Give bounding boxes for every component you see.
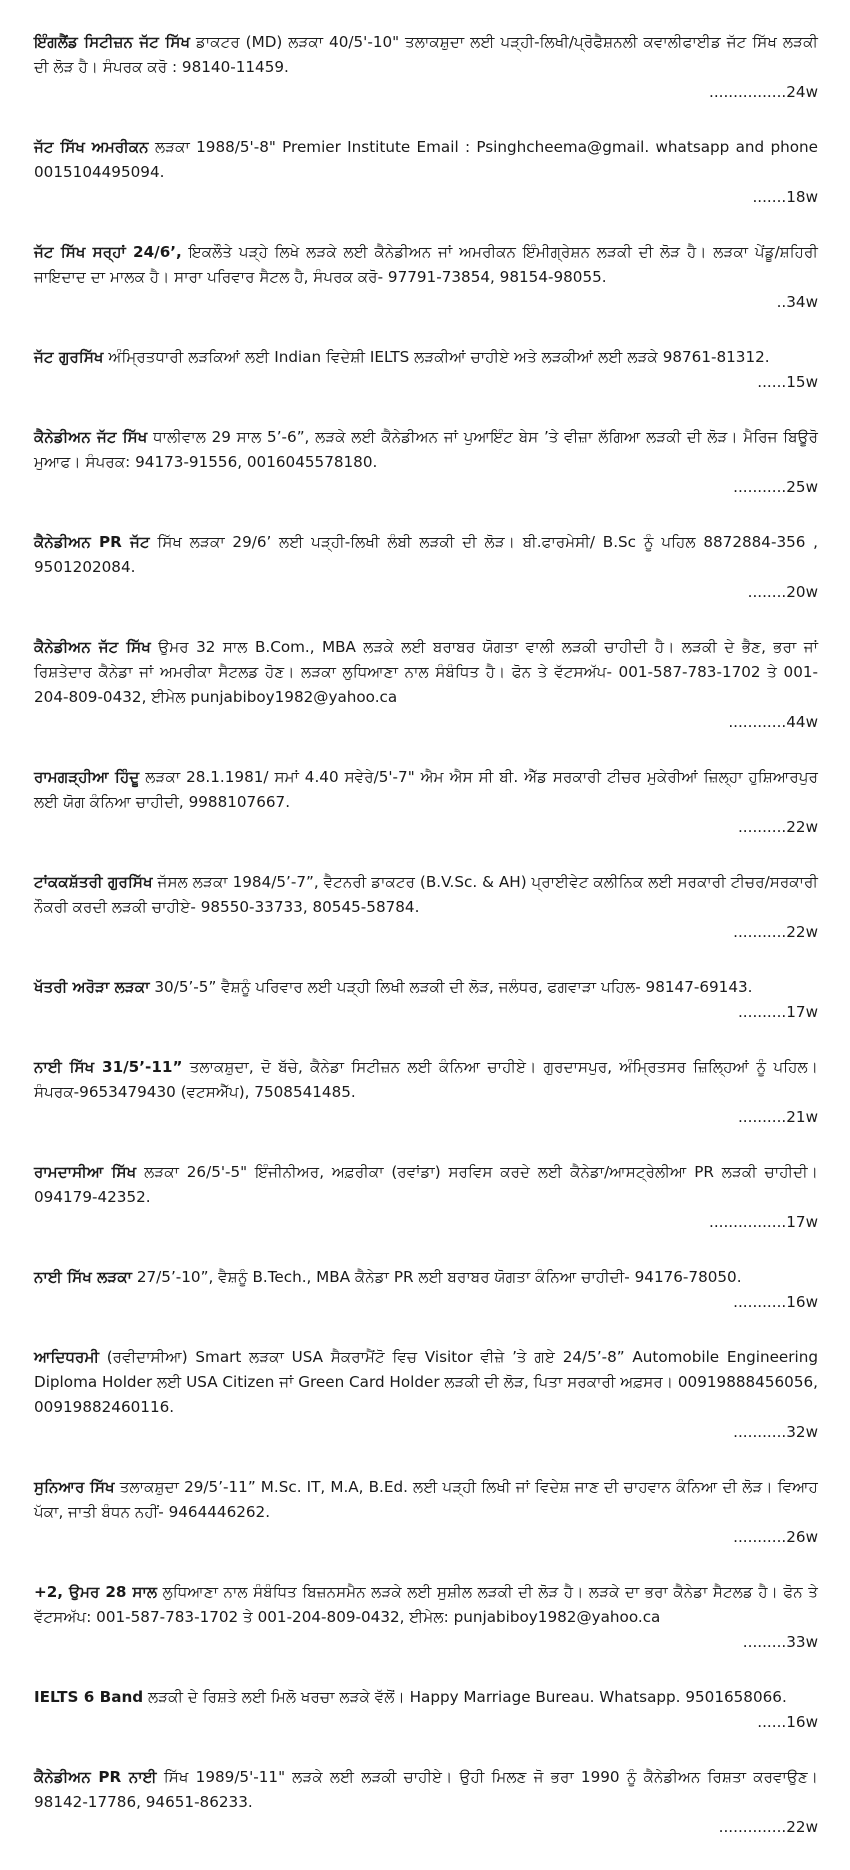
ad-word-count: ..34w <box>776 293 818 311</box>
ad-text: ਧਾਲੀਵਾਲ 29 ਸਾਲ 5’-6”, ਲੜਕੇ ਲਈ ਕੈਨੇਡੀਅਨ ਜਾਂ ਪੁਆਇੰਟ ਬੇਸ ’ਤੇ ਵੀਜ਼ਾ ਲੱਗਿਆ ਲੜਕੀ ਦੀ ਲੋੜ। ਮੈਰਿਜ ਬਿਊਰੋ ਮੁਆਫ। ਸੰਪਰਕ: 94173-91556, 0016045578180. <box>34 428 818 471</box>
ad-heading: ਜੱਟ ਗੁਰਸਿੱਖ <box>34 348 104 366</box>
ad-word-count: ..........22w <box>737 818 818 836</box>
ad-heading: +2, ਉਮਰ 28 ਸਾਲ <box>34 1583 158 1601</box>
classified-ad <box>34 345 818 395</box>
classified-ad <box>34 1765 818 1840</box>
ad-word-count: ......16w <box>757 1713 818 1731</box>
classified-ad <box>34 975 818 1025</box>
classified-ad <box>34 1685 818 1735</box>
ad-word-count: ...........25w <box>733 478 818 496</box>
ad-heading: ਸੁਨਿਆਰ ਸਿੱਖ <box>34 1478 115 1496</box>
ad-text: ਸਿੱਖ 1989/5'-11" ਲੜਕੇ ਲਈ ਲੜਕੀ ਚਾਹੀਏ। ਉਹੀ ਮਿਲਣ ਜੋ ਭਰਾ 1990 ਨੂੰ ਕੈਨੇਡੀਅਨ ਰਿਸ਼ਤਾ ਕਰਵਾਉਣ। 98142-17786, 94651-86233. <box>34 1768 818 1811</box>
classified-ad <box>34 240 818 315</box>
ad-heading: ਰਾਮਗੜ੍ਹੀਆ ਹਿੰਦੂ <box>34 768 140 786</box>
classified-ad <box>34 1265 818 1315</box>
ad-word-count: ..........17w <box>737 1003 818 1021</box>
ad-text: ਜੱਸਲ ਲੜਕਾ 1984/5’-7”, ਵੈਟਨਰੀ ਡਾਕਟਰ (B.V.Sc. & AH) ਪ੍ਰਾਈਵੇਟ ਕਲੀਨਿਕ ਲਈ ਸਰਕਾਰੀ ਟੀਚਰ/ਸਰਕਾਰੀ ਨੌਕਰੀ ਕਰਦੀ ਲੜਕੀ ਚਾਹੀਏ- 98550-33733, 80545-58784. <box>34 873 818 916</box>
ad-heading: ਜੱਟ ਸਿੱਖ ਅਮਰੀਕਨ <box>34 138 149 156</box>
ad-text: ਸਿੱਖ ਲੜਕਾ 29/6’ ਲਈ ਪੜ੍ਹੀ-ਲਿਖੀ ਲੰਬੀ ਲੜਕੀ ਦੀ ਲੋੜ। ਬੀ.ਫਾਰਮੇਸੀ/ B.Sc ਨੂੰ ਪਹਿਲ 8872884-356 , 9501202084. <box>34 533 818 576</box>
ad-heading: ਨਾਈ ਸਿੱਖ 31/5’-11” <box>34 1058 183 1076</box>
ad-text: ਅੰਮ੍ਰਿਤਧਾਰੀ ਲੜਕਿਆਂ ਲਈ Indian ਵਿਦੇਸ਼ੀ IELTS ਲੜਕੀਆਂ ਚਾਹੀਏ ਅਤੇ ਲੜਕੀਆਂ ਲਈ ਲੜਕੇ 98761-81312. <box>103 348 770 366</box>
classified-ad <box>34 1160 818 1235</box>
ad-text: ਡਾਕਟਰ (MD) ਲੜਕਾ 40/5'-10" ਤਲਾਕਸ਼ੁਦਾ ਲਈ ਪੜ੍ਹੀ-ਲਿਖੀ/ਪ੍ਰੋਫੈਸ਼ਨਲੀ ਕਵਾਲੀਫਾਈਡ ਜੱਟ ਸਿੱਖ ਲੜਕੀ ਦੀ ਲੋੜ ਹੈ। ਸੰਪਰਕ ਕਰੋ : 98140-11459. <box>34 33 819 76</box>
ad-text: ਲੜਕਾ 26/5'-5" ਇੰਜੀਨੀਅਰ, ਅਫ਼ਰੀਕਾ (ਰਵਾਂਡਾ) ਸਰਵਿਸ ਕਰਦੇ ਲਈ ਕੈਨੇਡਾ/ਆਸਟ੍ਰੇਲੀਆ PR ਲੜਕੀ ਚਾਹੀਦੀ। 094179-42352. <box>34 1163 818 1206</box>
ad-text: ਲੜਕਾ 28.1.1981/ ਸਮਾਂ 4.40 ਸਵੇਰੇ/5'-7" ਐਮ ਐਸ ਸੀ ਬੀ. ਐੱਡ ਸਰਕਾਰੀ ਟੀਚਰ ਮੁਕੇਰੀਆਂ ਜ਼ਿਲ੍ਹਾ ਹੁਸ਼ਿਆਰਪੁਰ ਲਈ ਯੋਗ ਕੰਨਿਆ ਚਾਹੀਦੀ, 9988107667. <box>34 768 818 811</box>
ad-heading: ਟਾਂਕਕਸ਼ੱਤਰੀ ਗੁਰਸਿੱਖ <box>34 873 153 891</box>
classified-ad <box>34 635 818 735</box>
ad-heading: ਜੱਟ ਸਿੱਖ ਸਰ੍ਹਾਂ 24/6’, <box>34 243 182 261</box>
ad-word-count: ............44w <box>728 713 818 731</box>
classified-ad <box>34 1055 818 1130</box>
classified-ad <box>34 1580 818 1655</box>
ad-heading: ਇੰਗਲੈਂਡ ਸਿਟੀਜ਼ਨ ਜੱਟ ਸਿੱਖ <box>34 33 191 51</box>
classified-ad <box>34 530 818 605</box>
ad-text: (ਰਵੀਦਾਸੀਆ) Smart ਲੜਕਾ USA ਸੈਕਰਾਮੈਂਟੋ ਵਿਚ Visitor ਵੀਜ਼ੇ ’ਤੇ ਗਏ 24/5’-8” Automobile Engineering Diploma Holder ਲਈ USA Citizen ਜਾਂ Green Card Holder ਲੜਕੀ ਦੀ ਲੋੜ, ਪਿਤਾ ਸਰਕਾਰੀ ਅਫ਼ਸਰ। 00919888456056, 00919882460116. <box>34 1348 818 1416</box>
ad-text: ਤਲਾਕਸ਼ੁਦਾ 29/5’-11” M.Sc. IT, M.A, B.Ed. ਲਈ ਪੜ੍ਹੀ ਲਿਖੀ ਜਾਂ ਵਿਦੇਸ਼ ਜਾਣ ਦੀ ਚਾਹਵਾਨ ਕੰਨਿਆ ਦੀ ਲੋੜ। ਵਿਆਹ ਪੱਕਾ, ਜਾਤੀ ਬੰਧਨ ਨਹੀਂ- 9464446262. <box>34 1478 818 1521</box>
ad-heading: ਆਦਿਧਰਮੀ <box>34 1348 100 1366</box>
ad-word-count: ................24w <box>709 83 818 101</box>
ad-heading: ਕੈਨੇਡੀਅਨ PR ਜੱਟ <box>34 533 150 551</box>
ad-text: ਇਕਲੌਤੇ ਪੜ੍ਹੇ ਲਿਖੇ ਲੜਕੇ ਲਈ ਕੈਨੇਡੀਅਨ ਜਾਂ ਅਮਰੀਕਨ ਇੰਮੀਗ੍ਰੇਸ਼ਨ ਲੜਕੀ ਦੀ ਲੋੜ ਹੈ। ਲੜਕਾ ਪੇਂਡੂ/ਸ਼ਹਿਰੀ ਜਾਇਦਾਦ ਦਾ ਮਾਲਕ ਹੈ। ਸਾਰਾ ਪਰਿਵਾਰ ਸੈਟਲ ਹੈ, ਸੰਪਰਕ ਕਰੋ- 97791-73854, 98154-98055. <box>34 243 818 286</box>
ad-text: 30/5’-5” ਵੈਸ਼ਨੂੰ ਪਰਿਵਾਰ ਲਈ ਪੜ੍ਹੀ ਲਿਖੀ ਲੜਕੀ ਦੀ ਲੋੜ, ਜਲੰਧਰ, ਫਗਵਾੜਾ ਪਹਿਲ- 98147-69143. <box>149 978 753 996</box>
ad-heading: ਖੱਤਰੀ ਅਰੋੜਾ ਲੜਕਾ <box>34 978 150 996</box>
ad-heading: ਕੈਨੇਡੀਅਨ PR ਨਾਈ <box>34 1768 157 1786</box>
ad-word-count: .......18w <box>752 188 818 206</box>
ad-heading: ਕੈਨੇਡੀਅਨ ਜੱਟ ਸਿੱਖ <box>34 638 151 656</box>
ad-text: ਲੜਕਾ 1988/5'-8" Premier Institute Email : Psinghcheema@gmail. whatsapp and phone 0015104495094. <box>34 138 818 181</box>
classified-ad <box>34 870 818 945</box>
ad-word-count: ...........26w <box>733 1528 818 1546</box>
ad-text: ਲੜਕੀ ਦੇ ਰਿਸ਼ਤੇ ਲਈ ਮਿਲੋ ਖਰਚਾ ਲੜਕੇ ਵੱਲੋਂ। Happy Marriage Bureau. Whatsapp. 9501658066. <box>143 1688 787 1706</box>
ad-text: ਲੁਧਿਆਣਾ ਨਾਲ ਸੰਬੰਧਿਤ ਬਿਜ਼ਨਸਮੈਨ ਲੜਕੇ ਲਈ ਸੁਸ਼ੀਲ ਲੜਕੀ ਦੀ ਲੋੜ ਹੈ। ਲੜਕੇ ਦਾ ਭਰਾ ਕੈਨੇਡਾ ਸੈਟਲਡ ਹੈ। ਫੋਨ ਤੇ ਵੱਟਸਅੱਪ: 001-587-783-1702 ਤੇ 001-204-809-0432, ਈਮੇਲ: punjabiboy1982@yahoo.ca <box>34 1583 818 1626</box>
ad-heading: IELTS 6 Band <box>34 1688 144 1706</box>
classified-ad <box>34 30 818 105</box>
ad-text: ਉਮਰ 32 ਸਾਲ B.Com., MBA ਲੜਕੇ ਲਈ ਬਰਾਬਰ ਯੋਗਤਾ ਵਾਲੀ ਲੜਕੀ ਚਾਹੀਦੀ ਹੈ। ਲੜਕੀ ਦੇ ਭੈਣ, ਭਰਾ ਜਾਂ ਰਿਸ਼ਤੇਦਾਰ ਕੈਨੇਡਾ ਜਾਂ ਅਮਰੀਕਾ ਸੈਟਲਡ ਹੋਣ। ਲੜਕਾ ਲੁਧਿਆਣਾ ਨਾਲ ਸੰਬੰਧਿਤ ਹੈ। ਫੋਨ ਤੇ ਵੱਟਸਅੱਪ- 001-587-783-1702 ਤੇ 001-204-809-0432, ਈਮੇਲ punjabiboy1982@yahoo.ca <box>34 638 818 706</box>
ad-word-count: ...........22w <box>733 923 818 941</box>
ad-heading: ਰਾਮਦਾਸੀਆ ਸਿੱਖ <box>34 1163 137 1181</box>
ad-word-count: ...........32w <box>733 1423 818 1441</box>
ad-heading: ਕੈਨੇਡੀਅਨ ਜੱਟ ਸਿੱਖ <box>34 428 148 446</box>
classified-ads-column <box>34 30 818 1870</box>
classified-ad <box>34 765 818 840</box>
ad-word-count: ......15w <box>757 373 818 391</box>
classified-ad <box>34 1345 818 1445</box>
classified-ad <box>34 425 818 500</box>
ad-word-count: ...........16w <box>733 1293 818 1311</box>
ad-word-count: ................17w <box>709 1213 818 1231</box>
ad-word-count: .........33w <box>742 1633 818 1651</box>
ad-word-count: ..............22w <box>718 1818 818 1836</box>
ad-word-count: ..........21w <box>737 1108 818 1126</box>
ad-word-count: ........20w <box>747 583 818 601</box>
ad-text: ਤਲਾਕਸ਼ੁਦਾ, ਦੋ ਬੱਚੇ, ਕੈਨੇਡਾ ਸਿਟੀਜ਼ਨ ਲਈ ਕੰਨਿਆ ਚਾਹੀਏ। ਗੁਰਦਾਸਪੁਰ, ਅੰਮ੍ਰਿਤਸਰ ਜ਼ਿਲ੍ਹਿਆਂ ਨੂੰ ਪਹਿਲ। ਸੰਪਰਕ-9653479430 (ਵਟਸਐੱਪ), 7508541485. <box>34 1058 818 1101</box>
classified-ad <box>34 135 818 210</box>
ad-heading: ਨਾਈ ਸਿੱਖ ਲੜਕਾ <box>34 1268 133 1286</box>
ad-text: 27/5’-10”, ਵੈਸ਼ਨੂੰ B.Tech., MBA ਕੈਨੇਡਾ PR ਲਈ ਬਰਾਬਰ ਯੋਗਤਾ ਕੰਨਿਆ ਚਾਹੀਦੀ- 94176-78050. <box>132 1268 742 1286</box>
classified-ad <box>34 1475 818 1550</box>
